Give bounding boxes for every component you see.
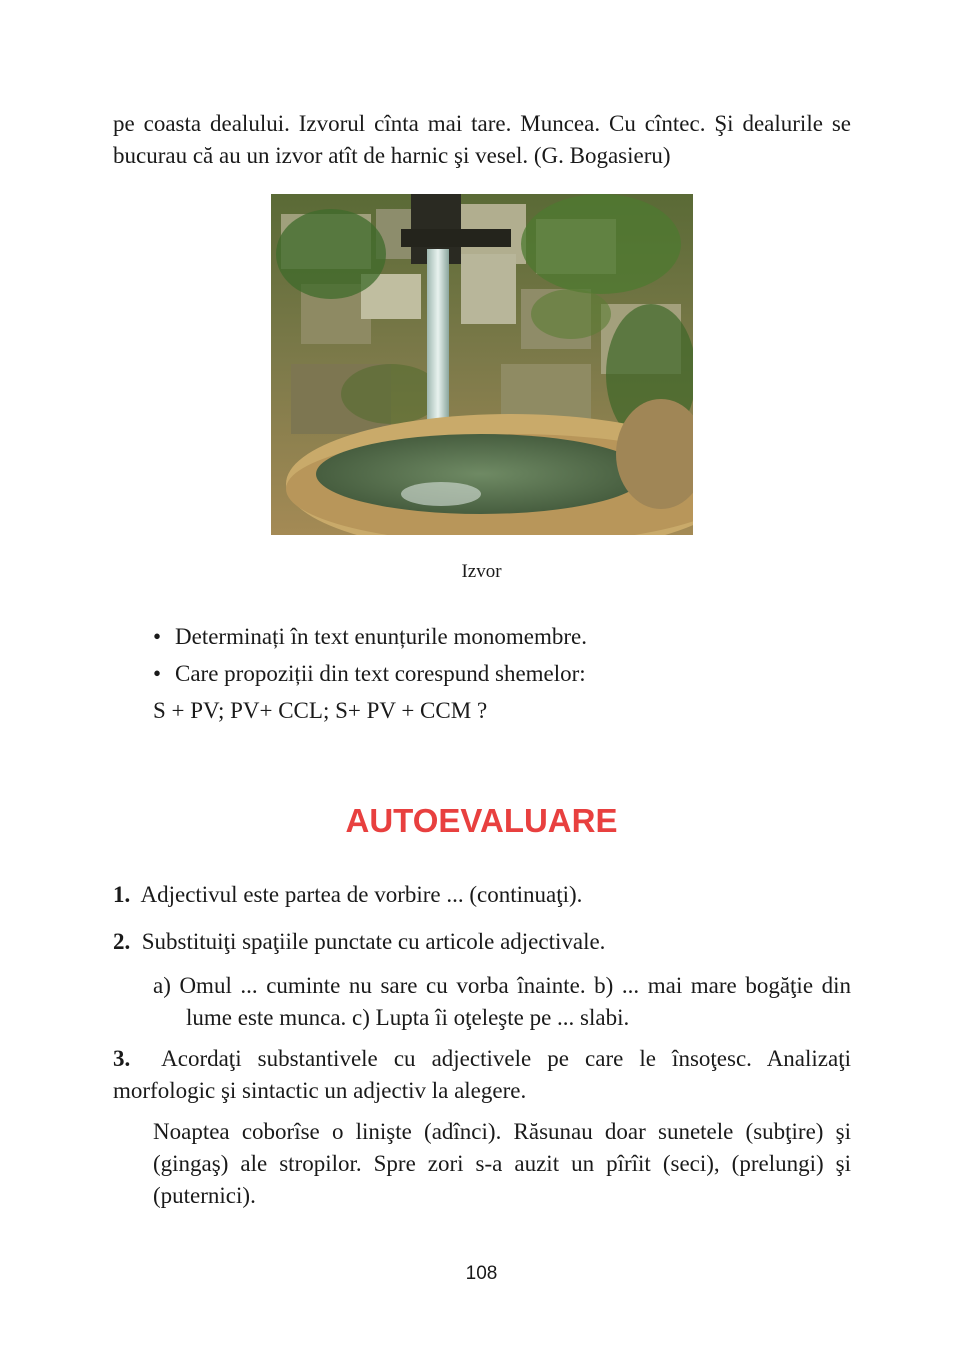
bullet-icon: • xyxy=(153,661,162,686)
page-number: 108 xyxy=(465,1263,498,1284)
intro-paragraph: pe coasta dealului. Izvorul cînta mai tare. Muncea. Cu cîntec. Şi dealurile se bucurau că au un izvor atît de harnic şi vesel. (G. Bogasieru) xyxy=(113,111,851,168)
task-list xyxy=(153,618,853,729)
exercise-number: 2. xyxy=(113,929,131,954)
task-item: • Care propoziții din text corespund shemelor: xyxy=(153,655,853,692)
figure-caption: Izvor xyxy=(461,561,502,582)
exercise-2-item-a: a) Omul ... cuminte nu sare cu vorba înainte. b) ... mai mare bogăţie din lume este munca. c) Lupta îi oţeleşte pe ... slabi. xyxy=(153,973,851,1030)
exercise-3-passage: Noaptea coborîse o linişte (adînci). Răsunau doar sunetele (subţire) şi (gingaş) ale stropilor. Spre zori s-a auzit un pîrîit (seci), (prelungi) şi (puternici). xyxy=(153,1119,851,1208)
exercise-2: 2. Substituiţi spaţiile punctate cu articole adjectivale. xyxy=(113,929,606,954)
task-item: S + PV; PV+ CCL; S+ PV + CCM ? xyxy=(153,698,488,723)
bullet-icon: • xyxy=(153,624,162,649)
exercise-1: 1. Adjectivul este partea de vorbire ... (continuaţi). xyxy=(113,882,583,907)
exercise-number: 1. xyxy=(113,882,131,907)
spring-photo xyxy=(271,194,693,535)
exercise-3: 3. Acordaţi substantivele cu adjectivele pe care le însoţesc. Analizaţi morfologic şi sintactic un adjectiv la alegere. xyxy=(113,1046,851,1103)
section-heading: AUTOEVALUARE xyxy=(345,802,618,839)
task-item: • Determinați în text enunțurile monomembre. xyxy=(153,618,853,655)
exercise-number: 3. xyxy=(113,1046,131,1071)
